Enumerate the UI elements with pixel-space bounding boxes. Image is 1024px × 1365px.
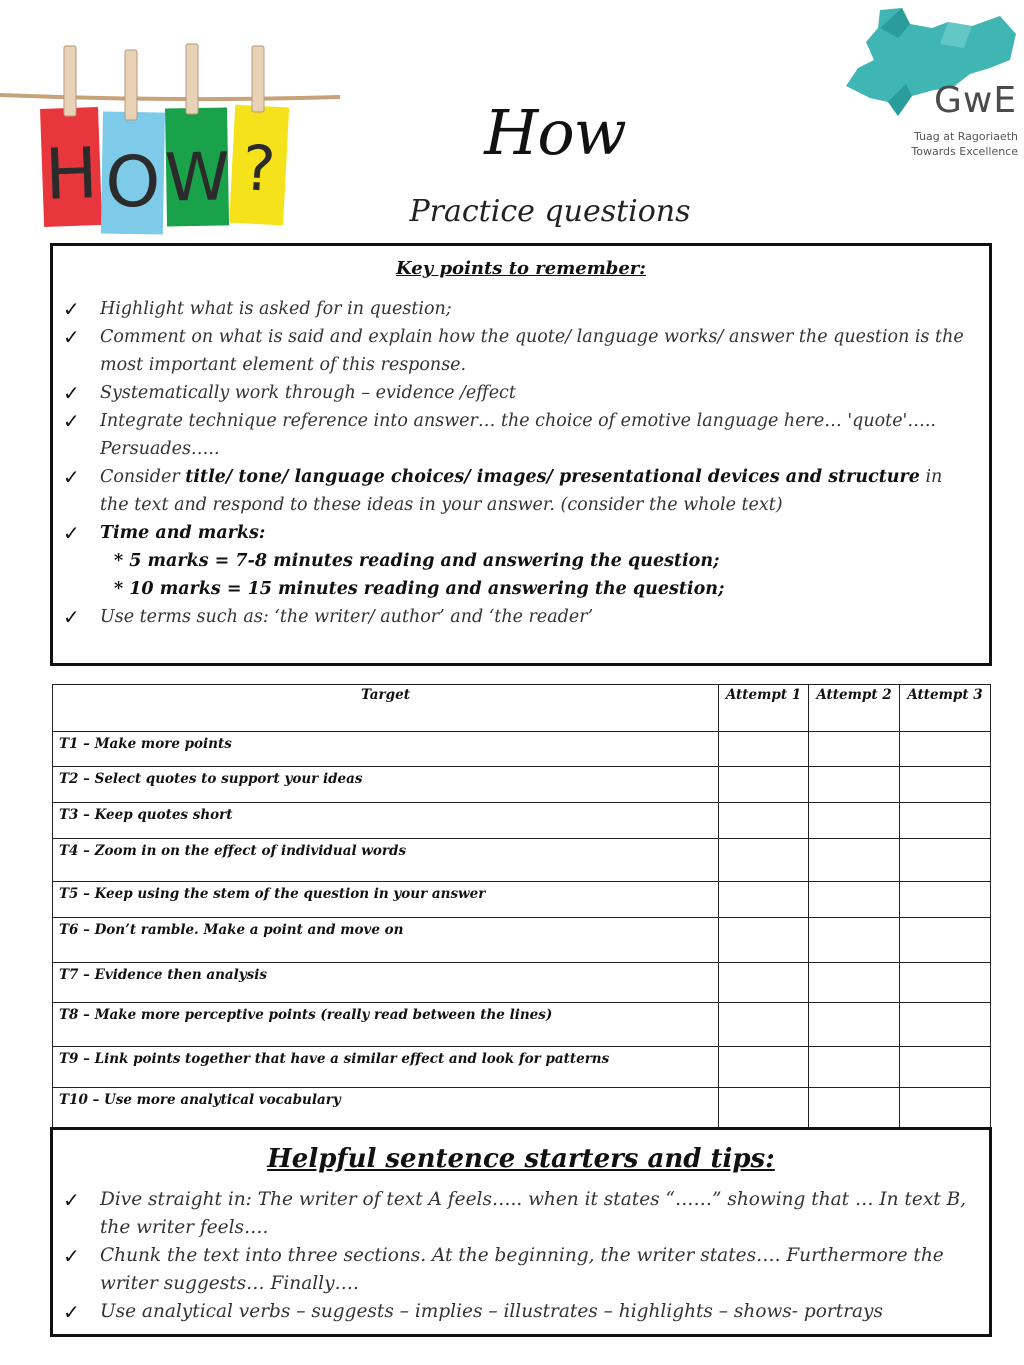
check-icon: ✓ <box>63 325 80 349</box>
target-cell: T1 – Make more points <box>53 732 719 767</box>
check-icon: ✓ <box>63 297 80 321</box>
key-point-text: Highlight what is asked for in question; <box>100 299 452 319</box>
table-row <box>53 918 991 963</box>
attempt-3-cell[interactable] <box>900 1088 991 1128</box>
check-icon: ✓ <box>63 409 80 433</box>
attempt-2-cell[interactable] <box>809 839 900 882</box>
check-icon: ✓ <box>63 1188 80 1212</box>
rope <box>0 95 340 99</box>
key-points-heading: Key points to remember: <box>396 258 646 279</box>
table-row <box>53 963 991 1003</box>
key-points-list <box>53 295 989 631</box>
table-row <box>53 1047 991 1088</box>
key-point-text-bold: title/ tone/ language choices/ images/ presentational devices and structure <box>185 467 920 487</box>
card-question-letter: ? <box>240 131 278 206</box>
target-cell: T9 – Link points together that have a similar effect and look for patterns <box>53 1047 719 1088</box>
attempt-3-cell[interactable] <box>900 1047 991 1088</box>
key-point-text: Comment on what is said and explain how the quote/ language works/ answer the question is the most important element of this response. <box>100 327 964 375</box>
column-header-attempt-2: Attempt 2 <box>809 685 900 732</box>
list-item <box>53 519 989 603</box>
page-title: How <box>484 96 626 169</box>
attempt-2-cell[interactable] <box>809 918 900 963</box>
gwe-wordmark: GwE <box>934 80 1018 121</box>
attempt-1-cell[interactable] <box>719 882 809 918</box>
card-h <box>40 107 102 227</box>
attempt-3-cell[interactable] <box>900 963 991 1003</box>
attempt-2-cell[interactable] <box>809 1047 900 1088</box>
attempt-1-cell[interactable] <box>719 1088 809 1128</box>
attempt-3-cell[interactable] <box>900 918 991 963</box>
target-cell: T8 – Make more perceptive points (really read between the lines) <box>53 1003 719 1047</box>
attempt-3-cell[interactable] <box>900 839 991 882</box>
marks-line-10: * 10 marks = 15 minutes reading and answering the question; <box>114 579 725 599</box>
how-pegs-graphic <box>0 40 340 240</box>
list-item <box>53 323 989 379</box>
attempt-1-cell[interactable] <box>719 803 809 839</box>
list-item <box>53 1242 989 1298</box>
card-o-letter: O <box>104 140 162 224</box>
tips-box <box>50 1127 992 1337</box>
list-item <box>53 603 989 631</box>
list-item <box>53 1186 989 1242</box>
list-item <box>53 463 989 519</box>
table-row <box>53 882 991 918</box>
key-point-text: Systematically work through – evidence /effect <box>100 383 516 403</box>
marks-line-5: * 5 marks = 7-8 minutes reading and answering the question; <box>114 551 720 571</box>
attempt-3-cell[interactable] <box>900 803 991 839</box>
card-w <box>163 107 230 226</box>
check-icon: ✓ <box>63 1244 80 1268</box>
tips-list <box>53 1186 989 1326</box>
check-icon: ✓ <box>63 381 80 405</box>
attempt-2-cell[interactable] <box>809 803 900 839</box>
attempt-1-cell[interactable] <box>719 767 809 803</box>
tip-text: Dive straight in: The writer of text A feels….. when it states “……” showing that … In text B, the writer feels…. <box>100 1189 967 1238</box>
target-cell: T4 – Zoom in on the effect of individual words <box>53 839 719 882</box>
page-subtitle: Practice questions <box>409 194 691 229</box>
card-h-letter: H <box>43 132 100 216</box>
column-header-target: Target <box>53 685 719 732</box>
table-row <box>53 1003 991 1047</box>
target-cell: T7 – Evidence then analysis <box>53 963 719 1003</box>
column-header-attempt-3: Attempt 3 <box>900 685 991 732</box>
key-point-text: Use terms such as: ‘the writer/ author’ and ‘the reader’ <box>100 607 594 627</box>
attempt-2-cell[interactable] <box>809 1003 900 1047</box>
card-o <box>101 111 165 234</box>
key-point-text-pre: Consider <box>100 467 186 487</box>
key-point-text-post: in the text and respond to these ideas in your answer. (consider the whole text) <box>100 467 943 515</box>
gwe-tagline-english: Towards Excellence <box>911 145 1018 158</box>
attempt-2-cell[interactable] <box>809 767 900 803</box>
tip-text: Use analytical verbs – suggests – implies – illustrates – highlights – shows- portrays <box>100 1301 884 1322</box>
time-marks-heading: Time and marks: <box>100 523 266 543</box>
check-icon: ✓ <box>63 605 80 629</box>
key-point-text: Integrate technique reference into answer… the choice of emotive language here… 'quote'….. Persuades….. <box>100 411 936 459</box>
attempt-2-cell[interactable] <box>809 963 900 1003</box>
attempt-3-cell[interactable] <box>900 882 991 918</box>
key-points-box <box>50 243 992 666</box>
attempt-2-cell[interactable] <box>809 732 900 767</box>
attempt-2-cell[interactable] <box>809 882 900 918</box>
table-row <box>53 767 991 803</box>
tips-heading: Helpful sentence starters and tips: <box>267 1144 775 1174</box>
attempt-1-cell[interactable] <box>719 732 809 767</box>
list-item <box>53 379 989 407</box>
attempt-1-cell[interactable] <box>719 1003 809 1047</box>
list-item <box>53 1298 989 1326</box>
column-header-attempt-1: Attempt 1 <box>719 685 809 732</box>
table-row <box>53 803 991 839</box>
table-row <box>53 732 991 767</box>
table-row <box>53 839 991 882</box>
attempt-1-cell[interactable] <box>719 963 809 1003</box>
card-question <box>229 105 289 226</box>
target-cell: T2 – Select quotes to support your ideas <box>53 767 719 803</box>
target-cell: T6 – Don’t ramble. Make a point and move on <box>53 918 719 963</box>
attempt-1-cell[interactable] <box>719 1047 809 1088</box>
target-cell: T3 – Keep quotes short <box>53 803 719 839</box>
table-header-row <box>53 685 991 732</box>
gwe-tagline-welsh: Tuag at Ragoriaeth <box>913 130 1018 143</box>
card-w-letter: W <box>163 138 231 217</box>
table-row <box>53 1088 991 1128</box>
attempt-2-cell[interactable] <box>809 1088 900 1128</box>
list-item <box>53 407 989 463</box>
attempt-3-cell[interactable] <box>900 1003 991 1047</box>
attempt-1-cell[interactable] <box>719 839 809 882</box>
target-cell: T5 – Keep using the stem of the question in your answer <box>53 882 719 918</box>
check-icon: ✓ <box>63 465 80 489</box>
target-cell: T10 – Use more analytical vocabulary <box>53 1088 719 1128</box>
check-icon: ✓ <box>63 521 80 545</box>
attempt-3-cell[interactable] <box>900 767 991 803</box>
list-item <box>53 295 989 323</box>
attempt-3-cell[interactable] <box>900 732 991 767</box>
check-icon: ✓ <box>63 1300 80 1324</box>
attempt-1-cell[interactable] <box>719 918 809 963</box>
targets-table <box>52 684 991 1128</box>
tip-text: Chunk the text into three sections. At the beginning, the writer states…. Furthermore the writer suggests… Finally…. <box>100 1245 944 1294</box>
